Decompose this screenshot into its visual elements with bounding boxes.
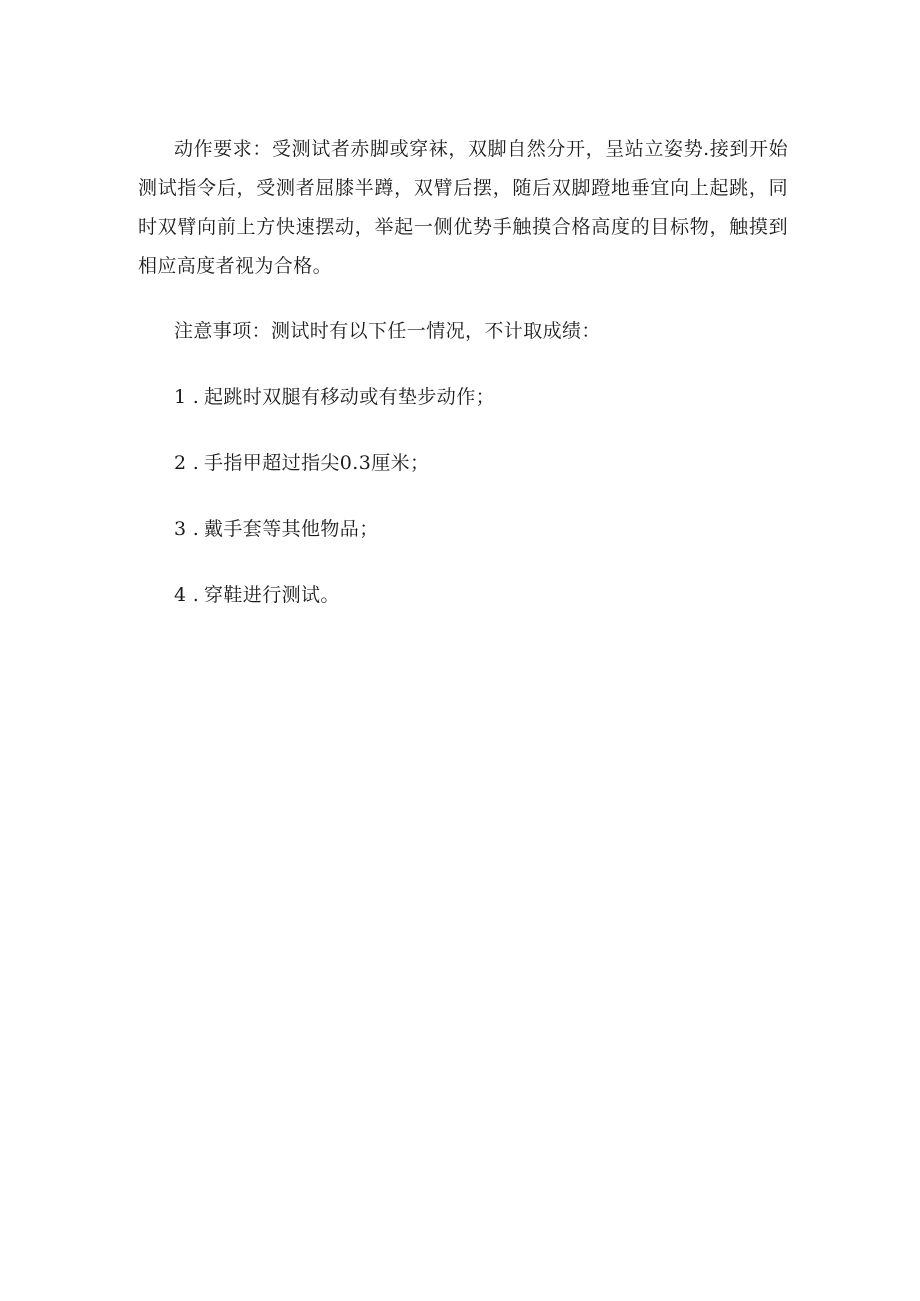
list-item: 1 . 起跳时双腿有移动或有垫步动作； — [138, 378, 788, 417]
list-item-number: 3 — [174, 518, 187, 540]
list-item-text: 手指甲超过指尖0.3厘米； — [204, 452, 430, 474]
requirements-paragraph: 动作要求：受测试者赤脚或穿袜，双脚自然分开，呈站立姿势.接到开始测试指令后，受测者屈膝半蹲，双臂后摆，随后双脚蹬地垂宜向上起跳，同时双臂向前上方快速摆动，举起一侧优势手触摸合格高度的目标物，触摸到相应高度者视为合格。 — [138, 138, 788, 277]
list-item: 2 . 手指甲超过指尖0.3厘米； — [138, 444, 788, 483]
notes-intro-paragraph: 注意事项：测试时有以下任一情况，不计取成绩： — [174, 320, 601, 342]
list-item-number: 1 — [174, 386, 187, 408]
notes-list — [138, 378, 788, 615]
document-body — [138, 130, 788, 642]
list-item-text: 起跳时双腿有移动或有垫步动作； — [204, 386, 496, 408]
list-item: 3 . 戴手套等其他物品； — [138, 510, 788, 549]
list-item-number: 2 — [174, 452, 187, 474]
list-item-text: 穿鞋进行测试。 — [204, 584, 340, 606]
list-item-number: 4 — [174, 584, 187, 606]
list-item-text: 戴手套等其他物品； — [204, 518, 379, 540]
list-item: 4 . 穿鞋进行测试。 — [138, 576, 788, 615]
